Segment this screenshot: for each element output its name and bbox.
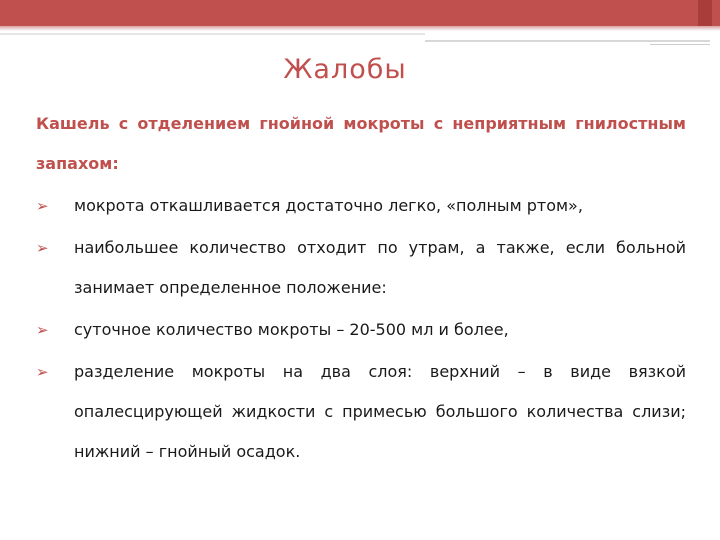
bullet-list (36, 186, 686, 472)
list-item (36, 228, 686, 308)
list-item-text: мокрота откашливается достаточно легко, «полным ртом», (74, 196, 583, 215)
list-item (36, 352, 686, 472)
list-item (36, 310, 686, 350)
arrow-bullet-icon: ➢ (36, 363, 49, 381)
decorative-line (650, 44, 710, 45)
slide-title: Жалобы (283, 54, 407, 85)
arrow-bullet-icon: ➢ (36, 321, 49, 339)
decorative-line (425, 40, 710, 42)
list-item-text: наибольшее количество отходит по утрам, а также, если больной занимает определенное положение: (74, 238, 686, 297)
header-band (0, 0, 720, 26)
decorative-line (0, 33, 425, 35)
list-item (36, 186, 686, 226)
list-item-text: суточное количество мокроты – 20-500 мл и более, (74, 320, 509, 339)
arrow-bullet-icon: ➢ (36, 197, 49, 215)
header-band-shadow (0, 26, 720, 31)
list-item-text: разделение мокроты на два слоя: верхний – в виде вязкой опалесцирующей жидкости с примесью большого количества слизи; нижний – гнойный осадок. (74, 362, 686, 461)
slide-content (36, 104, 686, 472)
header-band-accent (698, 0, 712, 26)
complaint-heading: Кашель с отделением гнойной мокроты с неприятным гнилостным запахом: (36, 114, 686, 173)
arrow-bullet-icon: ➢ (36, 239, 49, 257)
